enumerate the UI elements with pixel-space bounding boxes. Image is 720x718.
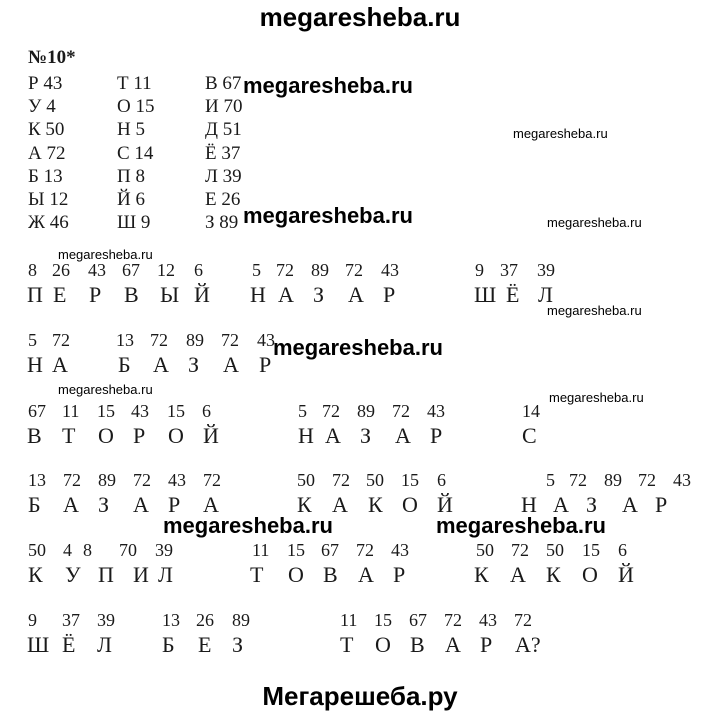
decoded-letter: О bbox=[288, 562, 304, 587]
code-number: 43 bbox=[131, 401, 149, 421]
code-number: 89 bbox=[186, 330, 204, 350]
code-number: 43 bbox=[168, 470, 186, 490]
decoded-letter: К bbox=[546, 562, 561, 587]
key-entry: К 50 bbox=[28, 119, 65, 141]
decoded-letter: Ы bbox=[160, 282, 180, 307]
decoded-letter: К bbox=[368, 492, 383, 517]
decoded-letter: Б bbox=[28, 492, 41, 517]
code-number: 72 bbox=[133, 470, 151, 490]
decoded-letter: Л bbox=[97, 632, 112, 657]
code-number: 8 bbox=[28, 260, 37, 280]
decoded-letter: Ш bbox=[474, 282, 497, 307]
key-entry: З 89 bbox=[205, 212, 239, 234]
watermark-large: megaresheba.ru bbox=[163, 513, 333, 538]
decoded-letter: К bbox=[474, 562, 489, 587]
code-number: 50 bbox=[476, 540, 494, 560]
decoded-letter: Р bbox=[655, 492, 668, 517]
decoded-letter: А bbox=[622, 492, 638, 517]
code-number: 4 bbox=[63, 540, 72, 560]
code-number: 6 bbox=[202, 401, 211, 421]
code-number: 39 bbox=[155, 540, 173, 560]
code-number: 15 bbox=[167, 401, 185, 421]
code-number: 50 bbox=[546, 540, 564, 560]
code-number: 67 bbox=[122, 260, 140, 280]
site-title-top: megaresheba.ru bbox=[259, 2, 461, 32]
code-number: 12 bbox=[157, 260, 175, 280]
code-number: 72 bbox=[332, 470, 350, 490]
decoded-letter: И bbox=[133, 562, 149, 587]
decoded-letter: Т bbox=[62, 423, 76, 448]
decoded-letter: А bbox=[278, 282, 294, 307]
decoded-letter: А bbox=[325, 423, 341, 448]
code-number: 72 bbox=[356, 540, 374, 560]
watermark-large: megaresheba.ru bbox=[436, 513, 606, 538]
code-number: 43 bbox=[391, 540, 409, 560]
key-entry: Т 11 bbox=[117, 73, 152, 94]
decoded-letter: Л bbox=[538, 282, 553, 307]
decoded-letter: А bbox=[358, 562, 374, 587]
key-entry: В 67 bbox=[205, 73, 242, 94]
code-number: 26 bbox=[52, 260, 70, 280]
site-title-bottom: Мегарешеба.ру bbox=[262, 681, 458, 711]
code-number: 72 bbox=[345, 260, 363, 280]
watermark-small: megaresheba.ru bbox=[58, 382, 153, 397]
decoded-letter: Л bbox=[158, 562, 173, 587]
code-number: 89 bbox=[232, 610, 250, 630]
decoded-letter: К bbox=[297, 492, 312, 517]
code-number: 43 bbox=[673, 470, 691, 490]
decoded-letter: А bbox=[348, 282, 364, 307]
code-number: 43 bbox=[479, 610, 497, 630]
decoded-letter: С bbox=[522, 423, 537, 448]
key-entry: Ш 9 bbox=[117, 212, 151, 234]
decoded-letter: А bbox=[153, 352, 169, 377]
code-number: 43 bbox=[88, 260, 106, 280]
code-number: 67 bbox=[321, 540, 339, 560]
code-number: 5 bbox=[546, 470, 555, 490]
code-number: 9 bbox=[28, 610, 37, 630]
key-entry: Л 39 bbox=[205, 165, 242, 187]
decoded-letter: Р bbox=[89, 282, 102, 307]
decoded-letter: Р bbox=[168, 492, 181, 517]
key-entry: Й 6 bbox=[117, 189, 145, 210]
code-number: 67 bbox=[28, 401, 46, 421]
code-number: 11 bbox=[252, 540, 270, 560]
decoded-letter: Р bbox=[393, 562, 406, 587]
key-entry: И 70 bbox=[205, 96, 243, 118]
watermark-small: megaresheba.ru bbox=[513, 126, 608, 141]
decoded-letter: Ё bbox=[506, 282, 520, 307]
decoded-letter: Р bbox=[259, 352, 272, 377]
key-entry: Ё 37 bbox=[205, 142, 241, 164]
code-number: 89 bbox=[311, 260, 329, 280]
code-number: 43 bbox=[427, 401, 445, 421]
code-number: 89 bbox=[604, 470, 622, 490]
decoded-letter: В bbox=[323, 562, 338, 587]
decoded-letter: А bbox=[63, 492, 79, 517]
decoded-letter: Н bbox=[27, 352, 43, 377]
key-entry: П 8 bbox=[117, 165, 145, 187]
decoded-letter: З bbox=[360, 423, 372, 448]
code-number: 13 bbox=[116, 330, 134, 350]
decoded-letter: Н bbox=[250, 282, 266, 307]
code-number: 8 bbox=[83, 540, 92, 560]
decoded-letter: В bbox=[124, 282, 139, 307]
code-number: 43 bbox=[381, 260, 399, 280]
code-number: 39 bbox=[537, 260, 555, 280]
code-number: 50 bbox=[366, 470, 384, 490]
decoded-letter: З bbox=[188, 352, 200, 377]
decoded-letter: З bbox=[232, 632, 244, 657]
decoded-letter: Б bbox=[118, 352, 131, 377]
decoded-letter: А bbox=[445, 632, 461, 657]
key-entry: С 14 bbox=[117, 142, 154, 164]
code-number: 72 bbox=[514, 610, 532, 630]
code-number: 72 bbox=[221, 330, 239, 350]
code-number: 26 bbox=[196, 610, 214, 630]
code-number: 13 bbox=[28, 470, 46, 490]
code-number: 72 bbox=[511, 540, 529, 560]
code-number: 15 bbox=[401, 470, 419, 490]
decoded-letter: П bbox=[27, 282, 43, 307]
decoded-letter: А bbox=[203, 492, 219, 517]
code-number: 5 bbox=[28, 330, 37, 350]
decoded-letter: А bbox=[223, 352, 239, 377]
key-entry: Ы 12 bbox=[28, 189, 69, 210]
code-number: 89 bbox=[357, 401, 375, 421]
decoded-letter: О bbox=[375, 632, 391, 657]
code-number: 72 bbox=[203, 470, 221, 490]
decoded-letter: Е bbox=[198, 632, 212, 657]
code-number: 15 bbox=[287, 540, 305, 560]
decoded-letter: Т bbox=[340, 632, 354, 657]
code-number: 5 bbox=[252, 260, 261, 280]
watermark-large: megaresheba.ru bbox=[243, 73, 413, 98]
decoded-letter: А? bbox=[515, 632, 541, 657]
code-number: 11 bbox=[340, 610, 358, 630]
key-entry: У 4 bbox=[28, 96, 56, 118]
code-number: 6 bbox=[618, 540, 627, 560]
decoded-letter: В bbox=[410, 632, 425, 657]
code-number: 72 bbox=[276, 260, 294, 280]
decoded-letter: А bbox=[133, 492, 149, 517]
decoded-letter: К bbox=[28, 562, 43, 587]
code-number: 5 bbox=[298, 401, 307, 421]
code-number: 15 bbox=[374, 610, 392, 630]
decoded-letter: О bbox=[98, 423, 114, 448]
decoded-letter: У bbox=[65, 562, 81, 587]
code-number: 11 bbox=[62, 401, 80, 421]
decoded-letter: Ё bbox=[62, 632, 76, 657]
decoded-letter: Й bbox=[618, 562, 634, 587]
code-number: 67 bbox=[409, 610, 427, 630]
key-entry: Р 43 bbox=[28, 73, 63, 94]
decoded-letter: Р bbox=[480, 632, 493, 657]
decoded-letter: В bbox=[27, 423, 42, 448]
code-number: 72 bbox=[150, 330, 168, 350]
code-number: 72 bbox=[444, 610, 462, 630]
watermark-small: megaresheba.ru bbox=[547, 303, 642, 318]
decoded-letter: О bbox=[402, 492, 418, 517]
decoded-letter: О bbox=[168, 423, 184, 448]
code-number: 43 bbox=[257, 330, 275, 350]
decoded-letter: А bbox=[395, 423, 411, 448]
code-number: 6 bbox=[437, 470, 446, 490]
code-number: 39 bbox=[97, 610, 115, 630]
code-number: 50 bbox=[28, 540, 46, 560]
code-number: 72 bbox=[638, 470, 656, 490]
decoded-letter: Й bbox=[203, 423, 219, 448]
code-number: 72 bbox=[52, 330, 70, 350]
code-number: 72 bbox=[322, 401, 340, 421]
decoded-letter: Б bbox=[162, 632, 175, 657]
decoded-letter: Н bbox=[521, 492, 537, 517]
code-number: 50 bbox=[297, 470, 315, 490]
decoded-letter: Р bbox=[133, 423, 146, 448]
code-number: 15 bbox=[97, 401, 115, 421]
decoded-letter: Т bbox=[250, 562, 264, 587]
decoded-letter: Н bbox=[298, 423, 314, 448]
decoded-letter: З bbox=[313, 282, 325, 307]
key-entry: Н 5 bbox=[117, 119, 145, 141]
key-entry: А 72 bbox=[28, 142, 66, 164]
decoded-letter: П bbox=[98, 562, 114, 587]
task-number: №10* bbox=[28, 47, 76, 68]
decoded-letter: Й bbox=[194, 282, 210, 307]
watermark-small: megaresheba.ru bbox=[549, 390, 644, 405]
key-entry: Б 13 bbox=[28, 165, 63, 187]
decoded-letter: Р bbox=[430, 423, 443, 448]
decoded-letter: А bbox=[52, 352, 68, 377]
watermark-small: megaresheba.ru bbox=[58, 247, 153, 262]
decoded-letter: Ш bbox=[27, 632, 50, 657]
watermark-large: megaresheba.ru bbox=[243, 203, 413, 228]
watermark-small: megaresheba.ru bbox=[547, 215, 642, 230]
watermark-large: megaresheba.ru bbox=[273, 335, 443, 360]
key-entry: Ж 46 bbox=[28, 212, 69, 234]
code-number: 13 bbox=[162, 610, 180, 630]
key-entry: О 15 bbox=[117, 96, 155, 118]
code-number: 72 bbox=[63, 470, 81, 490]
code-number: 14 bbox=[522, 401, 540, 421]
code-number: 37 bbox=[500, 260, 518, 280]
decoded-letter: Е bbox=[53, 282, 67, 307]
decoded-letter: А bbox=[553, 492, 569, 517]
code-number: 72 bbox=[569, 470, 587, 490]
code-number: 15 bbox=[582, 540, 600, 560]
decoded-letter: А bbox=[510, 562, 526, 587]
decoded-letter: З bbox=[586, 492, 598, 517]
code-number: 70 bbox=[119, 540, 137, 560]
decoded-letter: А bbox=[332, 492, 348, 517]
decoded-letter: З bbox=[98, 492, 110, 517]
code-number: 89 bbox=[98, 470, 116, 490]
decoded-letter: Й bbox=[437, 492, 453, 517]
code-number: 6 bbox=[194, 260, 203, 280]
code-number: 37 bbox=[62, 610, 80, 630]
code-number: 9 bbox=[475, 260, 484, 280]
decoded-letter: О bbox=[582, 562, 598, 587]
code-number: 72 bbox=[392, 401, 410, 421]
key-entry: Д 51 bbox=[205, 119, 242, 141]
key-entry: Е 26 bbox=[205, 189, 241, 210]
decoded-letter: Р bbox=[383, 282, 396, 307]
